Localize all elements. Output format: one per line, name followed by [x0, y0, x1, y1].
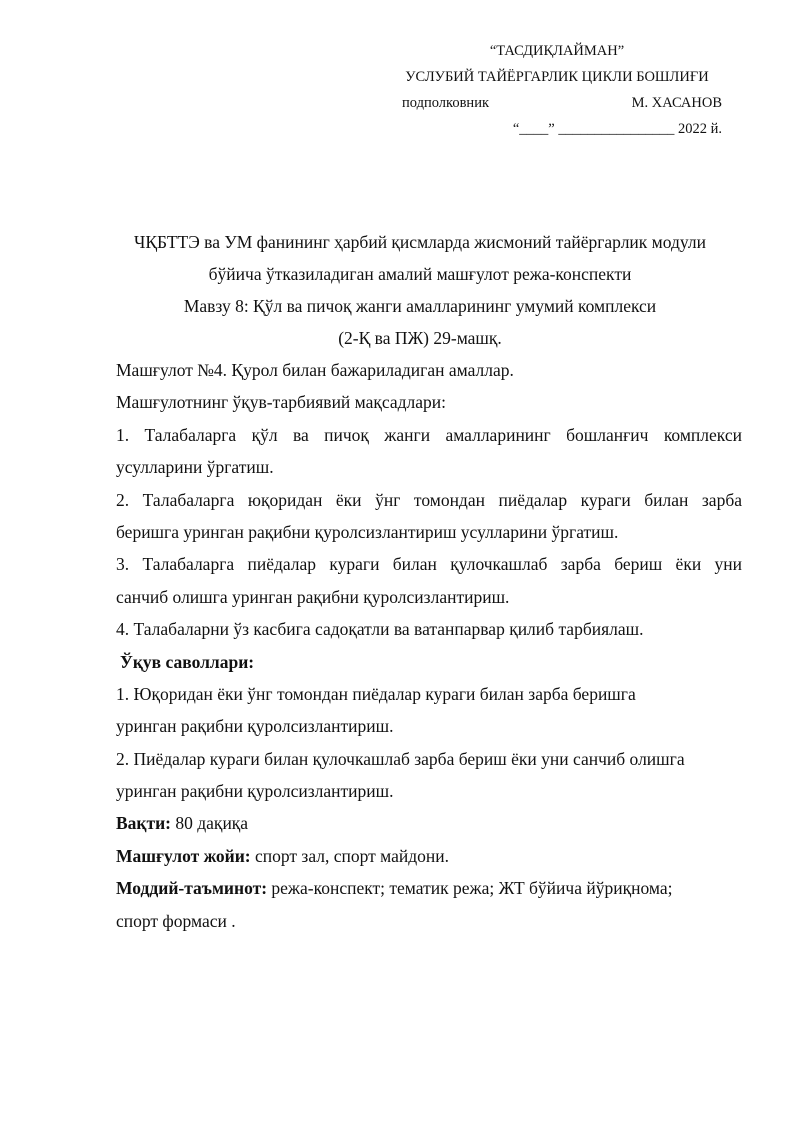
question-1-line-2: уринган рақибни қуролсизлантириш. [116, 716, 394, 737]
document-body [116, 354, 742, 937]
approval-rank: подполковник [402, 95, 489, 111]
time-row [116, 807, 742, 839]
title-line-3: Мавзу 8: Қўл ва пичоқ жанги амалларининг умумий комплекси [183, 296, 657, 316]
place-row [116, 840, 742, 872]
title-line-2: бўйича ўтказиладиган амалий машғулот режа-конспекти [208, 264, 632, 284]
approval-heading: “ТАСДИҚЛАЙМАН” [489, 43, 625, 59]
goal-3-line-1: 3. Талабаларга пиёдалар кураги билан қулочкашлаб зарба бериш ёки уни [116, 554, 742, 575]
supply-row-continued: спорт формаси . [116, 910, 236, 931]
supply-value: режа-конспект; тематик режа; ЖТ бўйича йўриқнома; [267, 878, 673, 899]
approval-position: УСЛУБИЙ ТАЙЁРГАРЛИК ЦИКЛИ БОШЛИҒИ [405, 69, 709, 85]
place-value: спорт зал, спорт майдони. [250, 845, 449, 866]
goal-1-line-2: усулларини ўргатиш. [116, 457, 274, 478]
approval-date-line: “____” ________________ 2022 й. [512, 121, 722, 137]
document-title [100, 226, 740, 354]
time-value: 80 дақиқа [171, 813, 249, 834]
supply-row [116, 872, 742, 904]
goals-heading: Машғулотнинг ўқув-тарбиявий мақсадлари: [116, 392, 447, 413]
goal-3-line-2: санчиб олишга уринган рақибни қуролсизлантириш. [116, 586, 510, 607]
question-2-line-2: уринган рақибни қуролсизлантириш. [116, 781, 394, 802]
approval-block [392, 38, 722, 142]
approval-signature-line [392, 90, 722, 116]
title-line-1: ЧҚБТТЭ ва УМ фанининг ҳарбий қисмларда жисмоний тайёргарлик модули [134, 232, 706, 252]
questions-heading: Ўқув саволлари: [120, 651, 255, 672]
question-2-line-1: 2. Пиёдалар кураги билан қулочкашлаб зарба бериш ёки уни санчиб олишга [116, 748, 685, 769]
approval-name: М. ХАСАНОВ [631, 95, 722, 111]
goal-4: 4. Талабаларни ўз касбига садоқатли ва ватанпарвар қилиб тарбиялаш. [116, 619, 644, 640]
goal-2-line-2: беришга уринган рақибни қуролсизлантириш усулларини ўргатиш. [116, 521, 619, 542]
goal-2-line-1: 2. Талабаларга юқоридан ёки ўнг томондан пиёдалар кураги билан зарба [116, 489, 742, 510]
supply-label: Моддий-таъминот: [116, 878, 268, 899]
goal-1-line-1: 1. Талабаларга қўл ва пичоқ жанги амалларининг бошланғич комплекси [116, 424, 742, 445]
title-line-4: (2-Қ ва ПЖ) 29-машқ. [338, 328, 502, 348]
time-label: Вақти: [116, 813, 172, 834]
place-label: Машғулот жойи: [116, 845, 251, 866]
lesson-number: Машғулот №4. Қурол билан бажариладиган амаллар. [116, 360, 514, 380]
question-1-line-1: 1. Юқоридан ёки ўнг томондан пиёдалар кураги билан зарба беришга [116, 683, 636, 704]
